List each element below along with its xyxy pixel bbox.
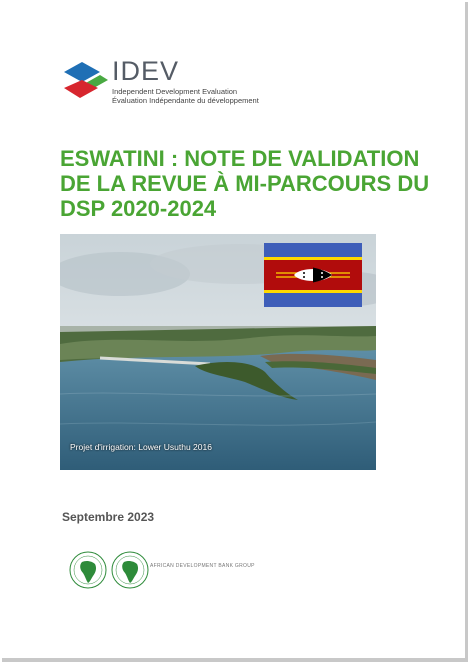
logo-subtitle-en: Independent Development Evaluation xyxy=(112,87,238,96)
logo-name: IDEV xyxy=(112,56,180,86)
title-line-2: DE LA REVUE À MI-PARCOURS DU xyxy=(60,171,430,196)
idev-logo xyxy=(60,54,260,114)
afdb-seal-icon xyxy=(68,550,108,590)
idev-logo-icon xyxy=(60,58,108,106)
eswatini-flag-icon xyxy=(264,243,362,307)
document-title xyxy=(60,146,440,221)
afdb-fund-seal-icon xyxy=(110,550,150,590)
document-page xyxy=(2,2,468,662)
logo-subtitle-fr: Évaluation Indépendante du développement xyxy=(112,96,259,105)
title-line-1: ESWATINI : NOTE DE VALIDATION xyxy=(60,146,420,171)
publication-date: Septembre 2023 xyxy=(62,510,155,524)
afdb-group-name: AFRICAN DEVELOPMENT BANK GROUP xyxy=(150,563,255,569)
title-line-3: DSP 2020-2024 xyxy=(60,196,217,221)
photo-caption: Projet d'irrigation: Lower Usuthu 2016 xyxy=(70,442,212,452)
